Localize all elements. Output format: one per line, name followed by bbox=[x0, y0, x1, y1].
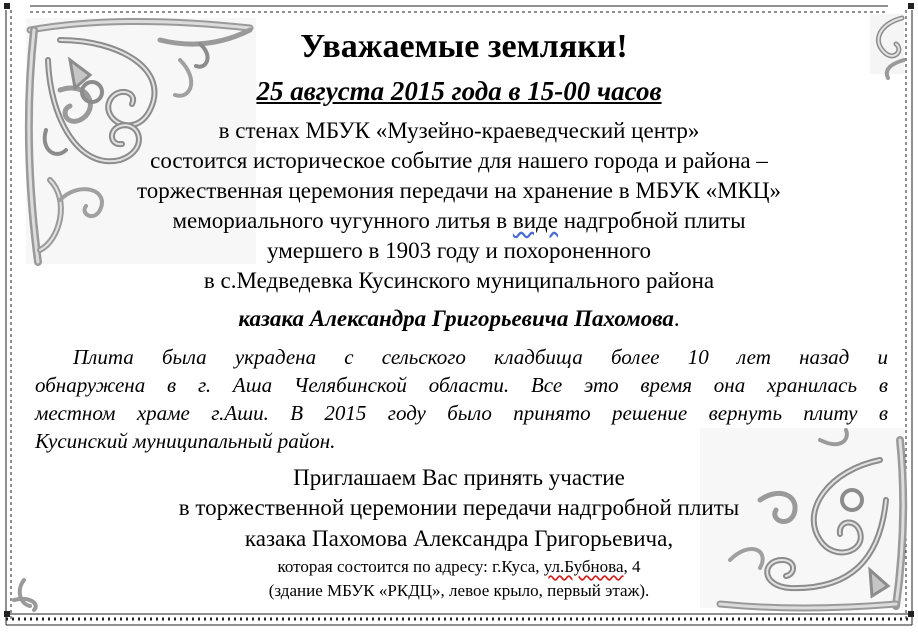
announce-line-2: состоится историческое событие для нашего города и района – bbox=[150, 148, 768, 173]
announce-line-6: в с.Медведевка Кусинского муниципального района bbox=[203, 268, 715, 293]
invite-address bbox=[0, 557, 918, 577]
event-date: 25 августа 2015 года в 15-00 часов bbox=[256, 76, 662, 106]
spellcheck-word: виде bbox=[512, 208, 558, 233]
story-line: Кусинский муниципальный район. bbox=[35, 429, 336, 453]
announce-line-3: торжественная церемония передачи на хранение в МБУК «МКЦ» bbox=[136, 178, 782, 203]
spellcheck-word: ул.Бубнова bbox=[543, 557, 624, 576]
story-line: местном храме г.Аши. В 2015 году было принято решение вернуть плиту в bbox=[35, 401, 888, 425]
honoree-name bbox=[0, 306, 918, 332]
story-paragraph bbox=[35, 343, 888, 455]
invite-line-2: в торжественной церемонии передачи надгробной плиты bbox=[178, 495, 740, 520]
invite-building: (здание МБУК «РКДЦ», левое крыло, первый этаж). bbox=[268, 581, 650, 600]
story-line: обнаружена в г. Аша Челябинской области. Все это время она хранилась в bbox=[35, 373, 888, 397]
invite-address-part: которая состоится по адресу: г.Куса, bbox=[277, 557, 544, 576]
invite-line-1: Приглашаем Вас принять участие bbox=[293, 465, 625, 490]
announce-line-4-part: мемориального чугунного литья в bbox=[172, 208, 513, 233]
invite-address-part: , 4 bbox=[623, 557, 641, 576]
honoree-name-text: казака Александра Григорьевича Пахомова bbox=[238, 306, 674, 331]
announce-line-1: в стенах МБУК «Музейно-краеведческий центр» bbox=[218, 118, 700, 143]
invite-line-3: казака Пахомова Александра Григорьевича, bbox=[244, 526, 674, 551]
story-line: Плита была украдена с сельского кладбища более 10 лет назад и bbox=[73, 345, 888, 369]
honoree-name-period: . bbox=[673, 306, 680, 331]
announce-line-5: умершего в 1903 году и похороненного bbox=[267, 238, 651, 263]
announce-line-4-part: надгробной плиты bbox=[557, 208, 746, 233]
page-title: Уважаемые земляки! bbox=[300, 28, 628, 65]
announce-line-4 bbox=[0, 208, 918, 234]
